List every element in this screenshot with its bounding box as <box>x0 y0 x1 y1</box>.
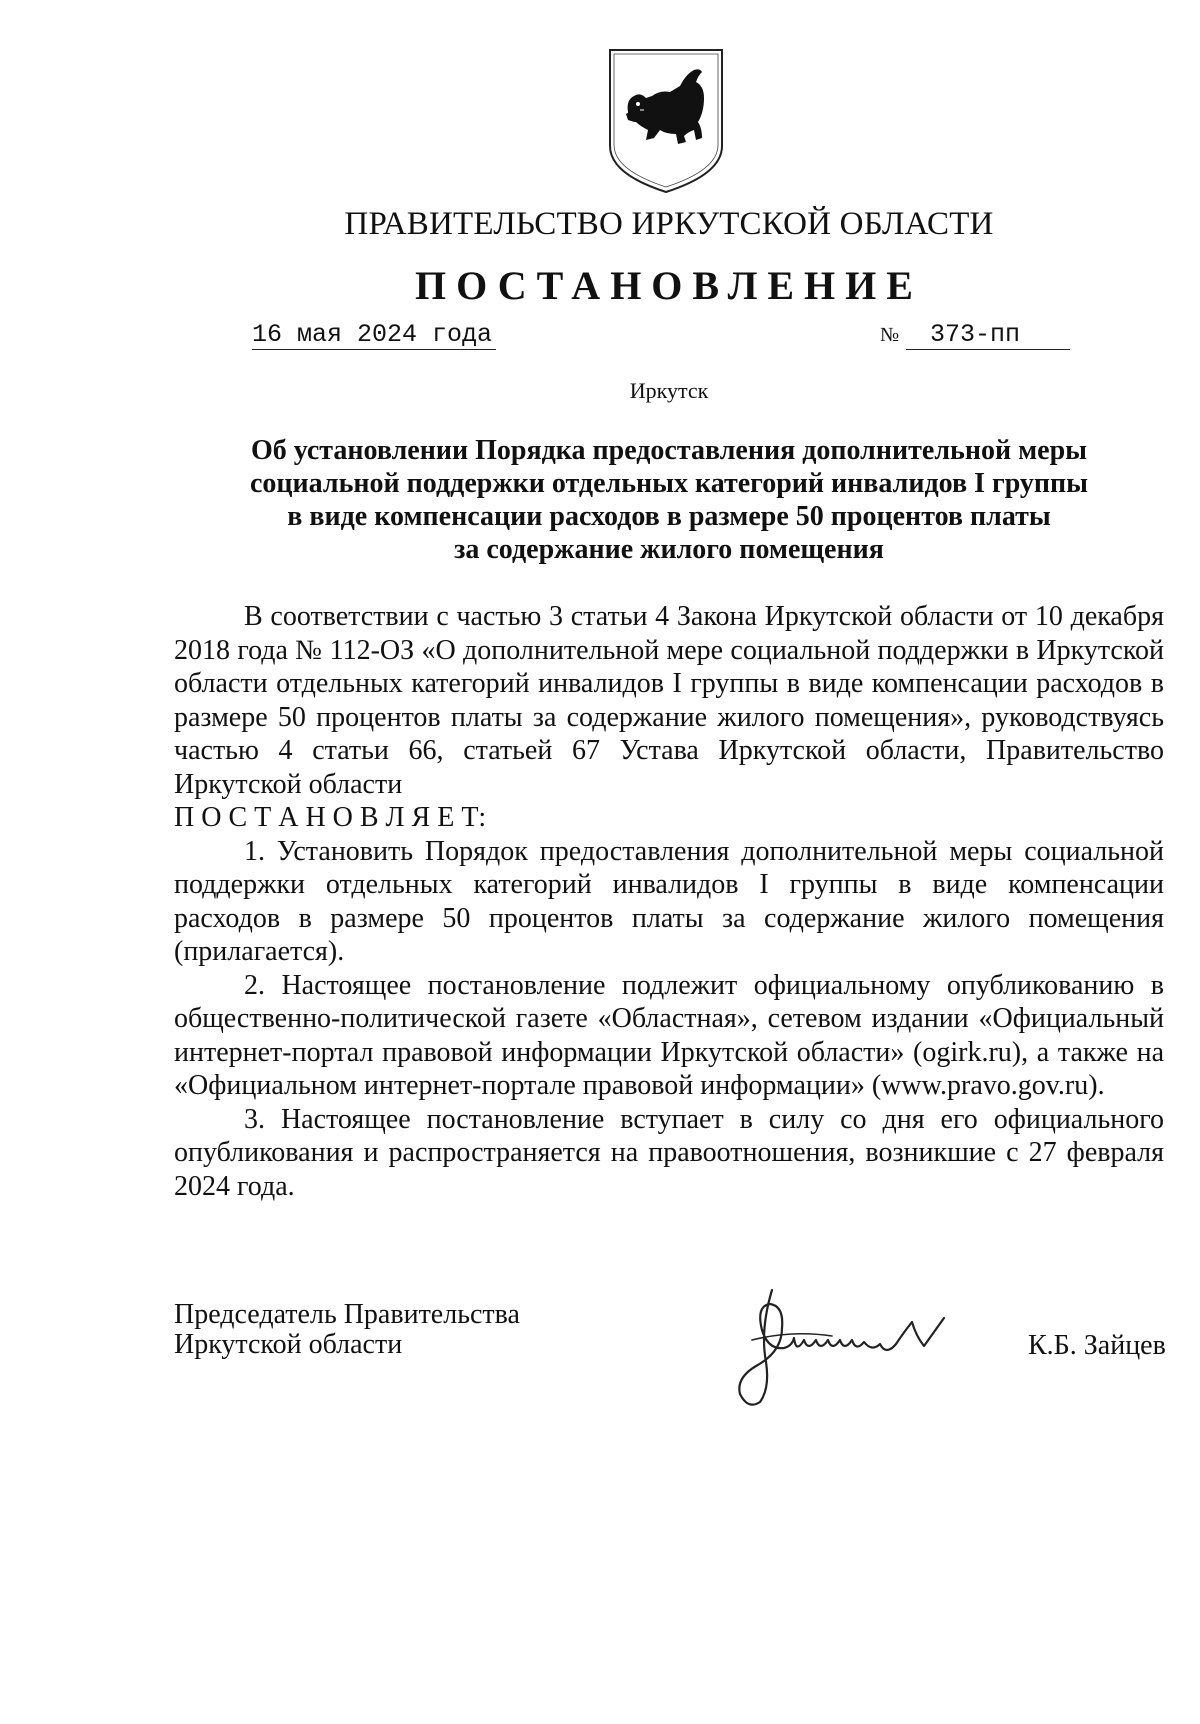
handwritten-signature-icon <box>712 1270 962 1410</box>
position-line: Председатель Правительства <box>174 1299 520 1330</box>
irkutsk-coat-of-arms-icon <box>604 46 728 196</box>
title-line: за содержание жилого помещения <box>454 534 884 565</box>
item-paragraph: 1. Установить Порядок предоставления дополнительной меры социальной поддержки отдельных категорий инвалидов I группы в виде компенсации расходов в размере 50 процентов платы за содержание жилого помещения (прилагается). <box>174 835 1164 967</box>
document-body <box>174 600 1164 1203</box>
decree-word: П О С Т А Н О В Л Я Е Т: <box>174 802 487 833</box>
position-line: Иркутской области <box>174 1329 403 1360</box>
signatory-position <box>174 1300 520 1360</box>
organization-name: ПРАВИТЕЛЬСТВО ИРКУТСКОЙ ОБЛАСТИ <box>344 206 994 242</box>
city: Иркутск <box>629 378 709 403</box>
document-type: ПОСТАНОВЛЕНИЕ <box>415 263 923 308</box>
title-line: Об установлении Порядка предоставления дополнительной меры <box>250 435 1088 466</box>
item-paragraph: 3. Настоящее постановление вступает в силу со дня его официального опубликования и распространяется на правоотношения, возникшие с 27 февраля 2024 года. <box>174 1103 1164 1202</box>
signatory-name: К.Б. Зайцев <box>1028 1330 1166 1361</box>
document-date: 16 мая 2024 года <box>252 320 496 350</box>
document-number: 373-пп <box>906 320 1070 350</box>
title-line: в виде компенсации расходов в размере 50 процентов платы <box>287 501 1051 532</box>
preamble-paragraph: В соответствии с частью 3 статьи 4 Закона Иркутской области от 10 декабря 2018 года № 112-ОЗ «О дополнительной мере социальной поддержки в Иркутской области отдельных категорий инвалидов I группы в виде компенсации расходов в размере 50 процентов платы за содержание жилого помещения», руководствуясь частью 4 статьи 66, статьей 67 Устава Иркутской области, Правительство Иркутской области <box>174 601 1164 800</box>
number-sign: № <box>880 324 900 346</box>
title-line: социальной поддержки отдельных категорий инвалидов I группы <box>249 468 1089 499</box>
document-title <box>172 434 1166 566</box>
item-paragraph: 2. Настоящее постановление подлежит официальному опубликованию в общественно-политической газете «Областная», сетевом издании «Официальный интернет-портал правовой информации Иркутской области» (ogirk.ru), а также на «Официальном интернет-портале правовой информации» (www.pravo.gov.ru). <box>174 969 1164 1101</box>
